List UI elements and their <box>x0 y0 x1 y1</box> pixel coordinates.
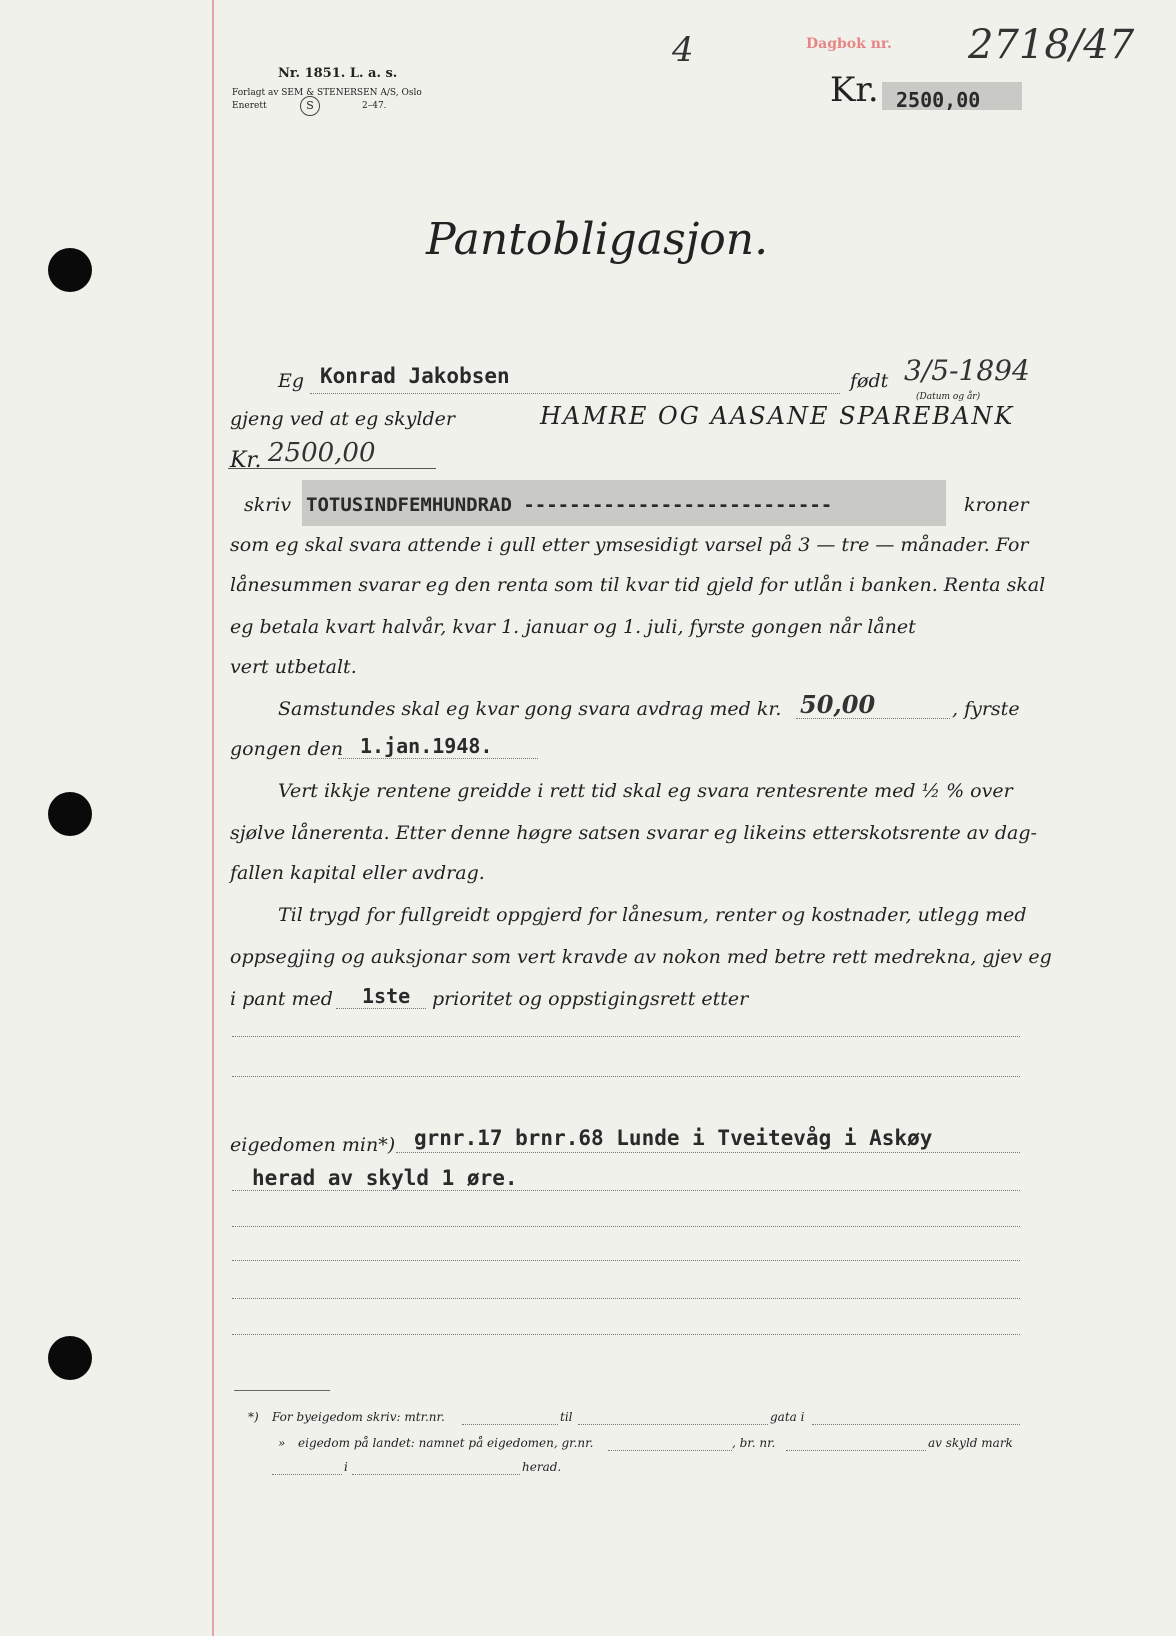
footnote-text: til <box>560 1410 573 1424</box>
installment-amount: 50,00 <box>800 690 876 719</box>
page-mark: 4 <box>672 30 694 70</box>
pant-end: prioritet og oppstigingsrett etter <box>432 988 749 1010</box>
property-label: eigedomen min*) <box>230 1134 396 1156</box>
footnote-text: , br. nr. <box>732 1436 776 1450</box>
paragraph-line: sjølve lånerenta. Etter denne høgre satsen svarar eg likeins etterskotsrente av dag- <box>230 822 1037 844</box>
publisher: Forlagt av SEM & STENERSEN A/S, Oslo <box>232 88 422 98</box>
paragraph-line: Vert ikkje rentene greidde i rett tid skal eg svara rentesrente med ½ % over <box>278 780 1013 802</box>
first-payment-date: 1.jan.1948. <box>360 734 493 758</box>
fodt-label: født <box>850 370 889 392</box>
property-line-2: herad av skyld 1 øre. <box>252 1166 518 1190</box>
case-number: 2718/47 <box>968 22 1135 68</box>
pant-label: i pant med <box>230 988 333 1010</box>
paragraph-line: Til trygd for fullgreidt oppgjerd for lånesum, renter og kostnader, utlegg med <box>278 904 1027 926</box>
kroner-label: kroner <box>964 494 1029 516</box>
kr-label-2: Kr. <box>230 448 262 473</box>
footnote-mark: *) <box>248 1410 259 1424</box>
paragraph-line: vert utbetalt. <box>230 656 357 678</box>
eg-label: Eg <box>278 370 305 392</box>
dagbok-stamp: Dagbok nr. <box>806 36 892 52</box>
footnote-text: i <box>344 1460 348 1474</box>
kr-label: Kr. <box>830 70 879 110</box>
edition: 2–47. <box>362 101 387 111</box>
punch-hole <box>48 792 92 836</box>
amount-in-words: TOTUSINDFEMHUNDRAD --------------------------- <box>306 494 833 516</box>
form-number: Nr. 1851. L. a. s. <box>278 66 398 81</box>
paragraph-line: eg betala kvart halvår, kvar 1. januar og 1. juli, fyrste gongen når lånet <box>230 616 916 638</box>
gjeng-label: gjeng ved at eg skylder <box>230 408 455 430</box>
footnote-text: av skyld mark <box>928 1436 1013 1450</box>
header-amount: 2500,00 <box>896 88 981 112</box>
footnote-text: eigedom på landet: namnet på eigedomen, gr.nr. <box>298 1436 594 1450</box>
birth-date: 3/5-1894 <box>904 354 1030 387</box>
paragraph-line: lånesummen svarar eg den renta som til kvar tid gjeld for utlån i banken. Renta skal <box>230 574 1046 596</box>
footnote-text: For byeigedom skriv: mtr.nr. <box>272 1410 445 1424</box>
paragraph-line: oppsegjing og auksjonar som vert kravde av nokon med betre rett medrekna, gjev eg <box>230 946 1052 968</box>
footnote-bullet: » <box>278 1436 286 1450</box>
installment-text: Samstundes skal eg kvar gong svara avdrag med kr. <box>278 698 782 720</box>
gongen-label: gongen den <box>230 738 344 760</box>
skriv-label: skriv <box>244 494 292 516</box>
footnote-text: gata i <box>770 1410 805 1424</box>
debtor-amount: 2500,00 <box>268 438 376 468</box>
priority: 1ste <box>362 984 411 1008</box>
date-hint: (Datum og år) <box>916 392 981 402</box>
paragraph-line: fallen kapital eller avdrag. <box>230 862 485 884</box>
creditor: HAMRE OG AASANE SPAREBANK <box>540 402 1015 430</box>
property-line-1: grnr.17 brnr.68 Lunde i Tveitevåg i Askøy <box>414 1126 933 1150</box>
rights: Enerett <box>232 101 267 111</box>
publisher-logo: S <box>300 96 320 116</box>
red-margin-line <box>212 0 214 1636</box>
punch-hole <box>48 248 92 292</box>
footnote-text: herad. <box>522 1460 562 1474</box>
punch-hole <box>48 1336 92 1380</box>
page-title: Pantobligasjon. <box>426 214 769 265</box>
paragraph-line: som eg skal svara attende i gull etter ymsesidigt varsel på 3 — tre — månader. For <box>230 534 1029 556</box>
installment-end: , fyrste <box>952 698 1020 720</box>
debtor-name: Konrad Jakobsen <box>320 364 510 388</box>
